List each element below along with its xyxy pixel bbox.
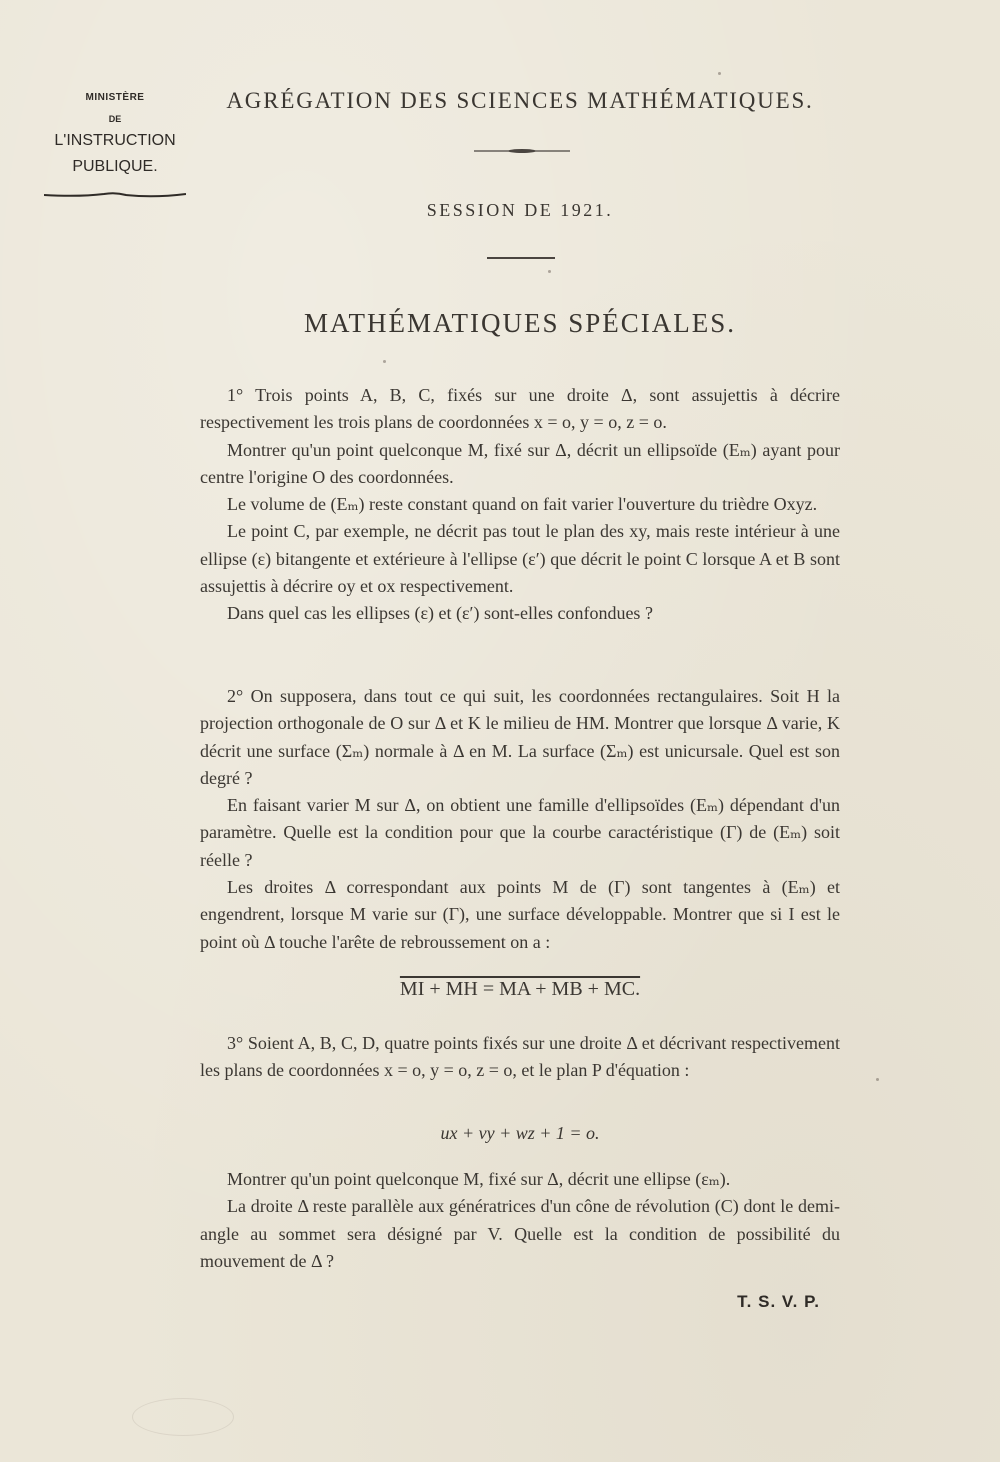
faded-library-stamp bbox=[132, 1398, 234, 1436]
paper-speck bbox=[548, 270, 551, 273]
formula-segment-relation bbox=[200, 978, 840, 1001]
paper-speck bbox=[383, 360, 386, 363]
section-1 bbox=[200, 382, 840, 628]
formula-plane-equation: ux + vy + wz + 1 = o. bbox=[440, 1123, 600, 1143]
section-3-continued bbox=[200, 1166, 840, 1275]
section-1-paragraph: Le volume de (Eₘ) reste constant quand on fait varier l'ouverture du trièdre Oxyz. bbox=[227, 494, 818, 515]
section-3 bbox=[200, 1030, 840, 1085]
paper-speck bbox=[876, 1078, 879, 1081]
section-1-paragraph: Le point C, par exemple, ne décrit pas tout le plan des xy, mais reste intérieur à une ellipse (ε) bitangente et extérieure à l'ellipse (ε′) que décrit le point C lorsque A et B sont assujettis à décrire oy et ox respectivement. bbox=[200, 521, 840, 597]
ministry-line-4: PUBLIQUE. bbox=[72, 158, 158, 175]
section-2-paragraph: 2° On supposera, dans tout ce qui suit, les coordonnées rectangulaires. Soit H la projection orthogonale de O sur Δ et K le milieu de HM. Montrer que lorsque Δ varie, K décrit une surface (Σₘ) normale à Δ en M. La surface (Σₘ) est unicursale. Quel est son degré ? bbox=[200, 686, 840, 788]
ministry-line-1: MINISTÈRE bbox=[85, 92, 145, 103]
ministry-header bbox=[40, 92, 190, 177]
ministry-ornament-rule bbox=[44, 190, 186, 200]
session-heading: SESSION DE 1921. bbox=[426, 200, 614, 220]
formula-text: MI + MH = MA + MB + MC. bbox=[399, 978, 641, 1000]
section-1-paragraph: Montrer qu'un point quelconque M, fixé sur Δ, décrit un ellipsoïde (Eₘ) ayant pour centre l'origine O des coordonnées. bbox=[200, 439, 840, 487]
section-1-paragraph: Dans quel cas les ellipses (ε) et (ε′) sont-elles confondues ? bbox=[227, 603, 653, 624]
section-1-paragraph: 1° Trois points A, B, C, fixés sur une droite Δ, sont assujettis à décrire respectivement les trois plans de coordonnées x = o, y = o, z = o. bbox=[200, 385, 840, 433]
title-ornament-rule bbox=[474, 148, 570, 154]
paper-speck bbox=[718, 72, 721, 75]
section-2-paragraph: En faisant varier M sur Δ, on obtient une famille d'ellipsoïdes (Eₘ) dépendant d'un paramètre. Quelle est la condition pour que la courbe caractéristique (Γ) de (Eₘ) soit réelle ? bbox=[200, 795, 840, 870]
exam-title: AGRÉGATION DES SCIENCES MATHÉMATIQUES. bbox=[226, 88, 814, 113]
section-3-paragraph: 3° Soient A, B, C, D, quatre points fixés sur une droite Δ et décrivant respectivement les plans de coordonnées x = o, y = o, z = o, et le plan P d'équation : bbox=[200, 1033, 840, 1081]
subject-heading: MATHÉMATIQUES SPÉCIALES. bbox=[303, 308, 737, 338]
section-3-paragraph: Montrer qu'un point quelconque M, fixé sur Δ, décrit une ellipse (εₘ). bbox=[227, 1169, 731, 1189]
ministry-line-2: DE bbox=[108, 114, 122, 124]
section-2 bbox=[200, 683, 840, 956]
ministry-line-3: L'INSTRUCTION bbox=[54, 132, 176, 149]
turn-page-note: T. S. V. P. bbox=[737, 1292, 820, 1311]
section-2-paragraph: Les droites Δ correspondant aux points M de (Γ) sont tangentes à (Eₘ) et engendrent, lorsque M varie sur (Γ), une surface développable. Montrer que si I est le point où Δ touche l'arête de rebroussement on a : bbox=[200, 877, 840, 952]
session-rule bbox=[487, 257, 555, 259]
section-3-paragraph: La droite Δ reste parallèle aux génératrices d'un cône de révolution (C) dont le demi-angle au sommet sera désigné par V. Quelle est la condition de possibilité du mouvement de Δ ? bbox=[200, 1196, 840, 1271]
